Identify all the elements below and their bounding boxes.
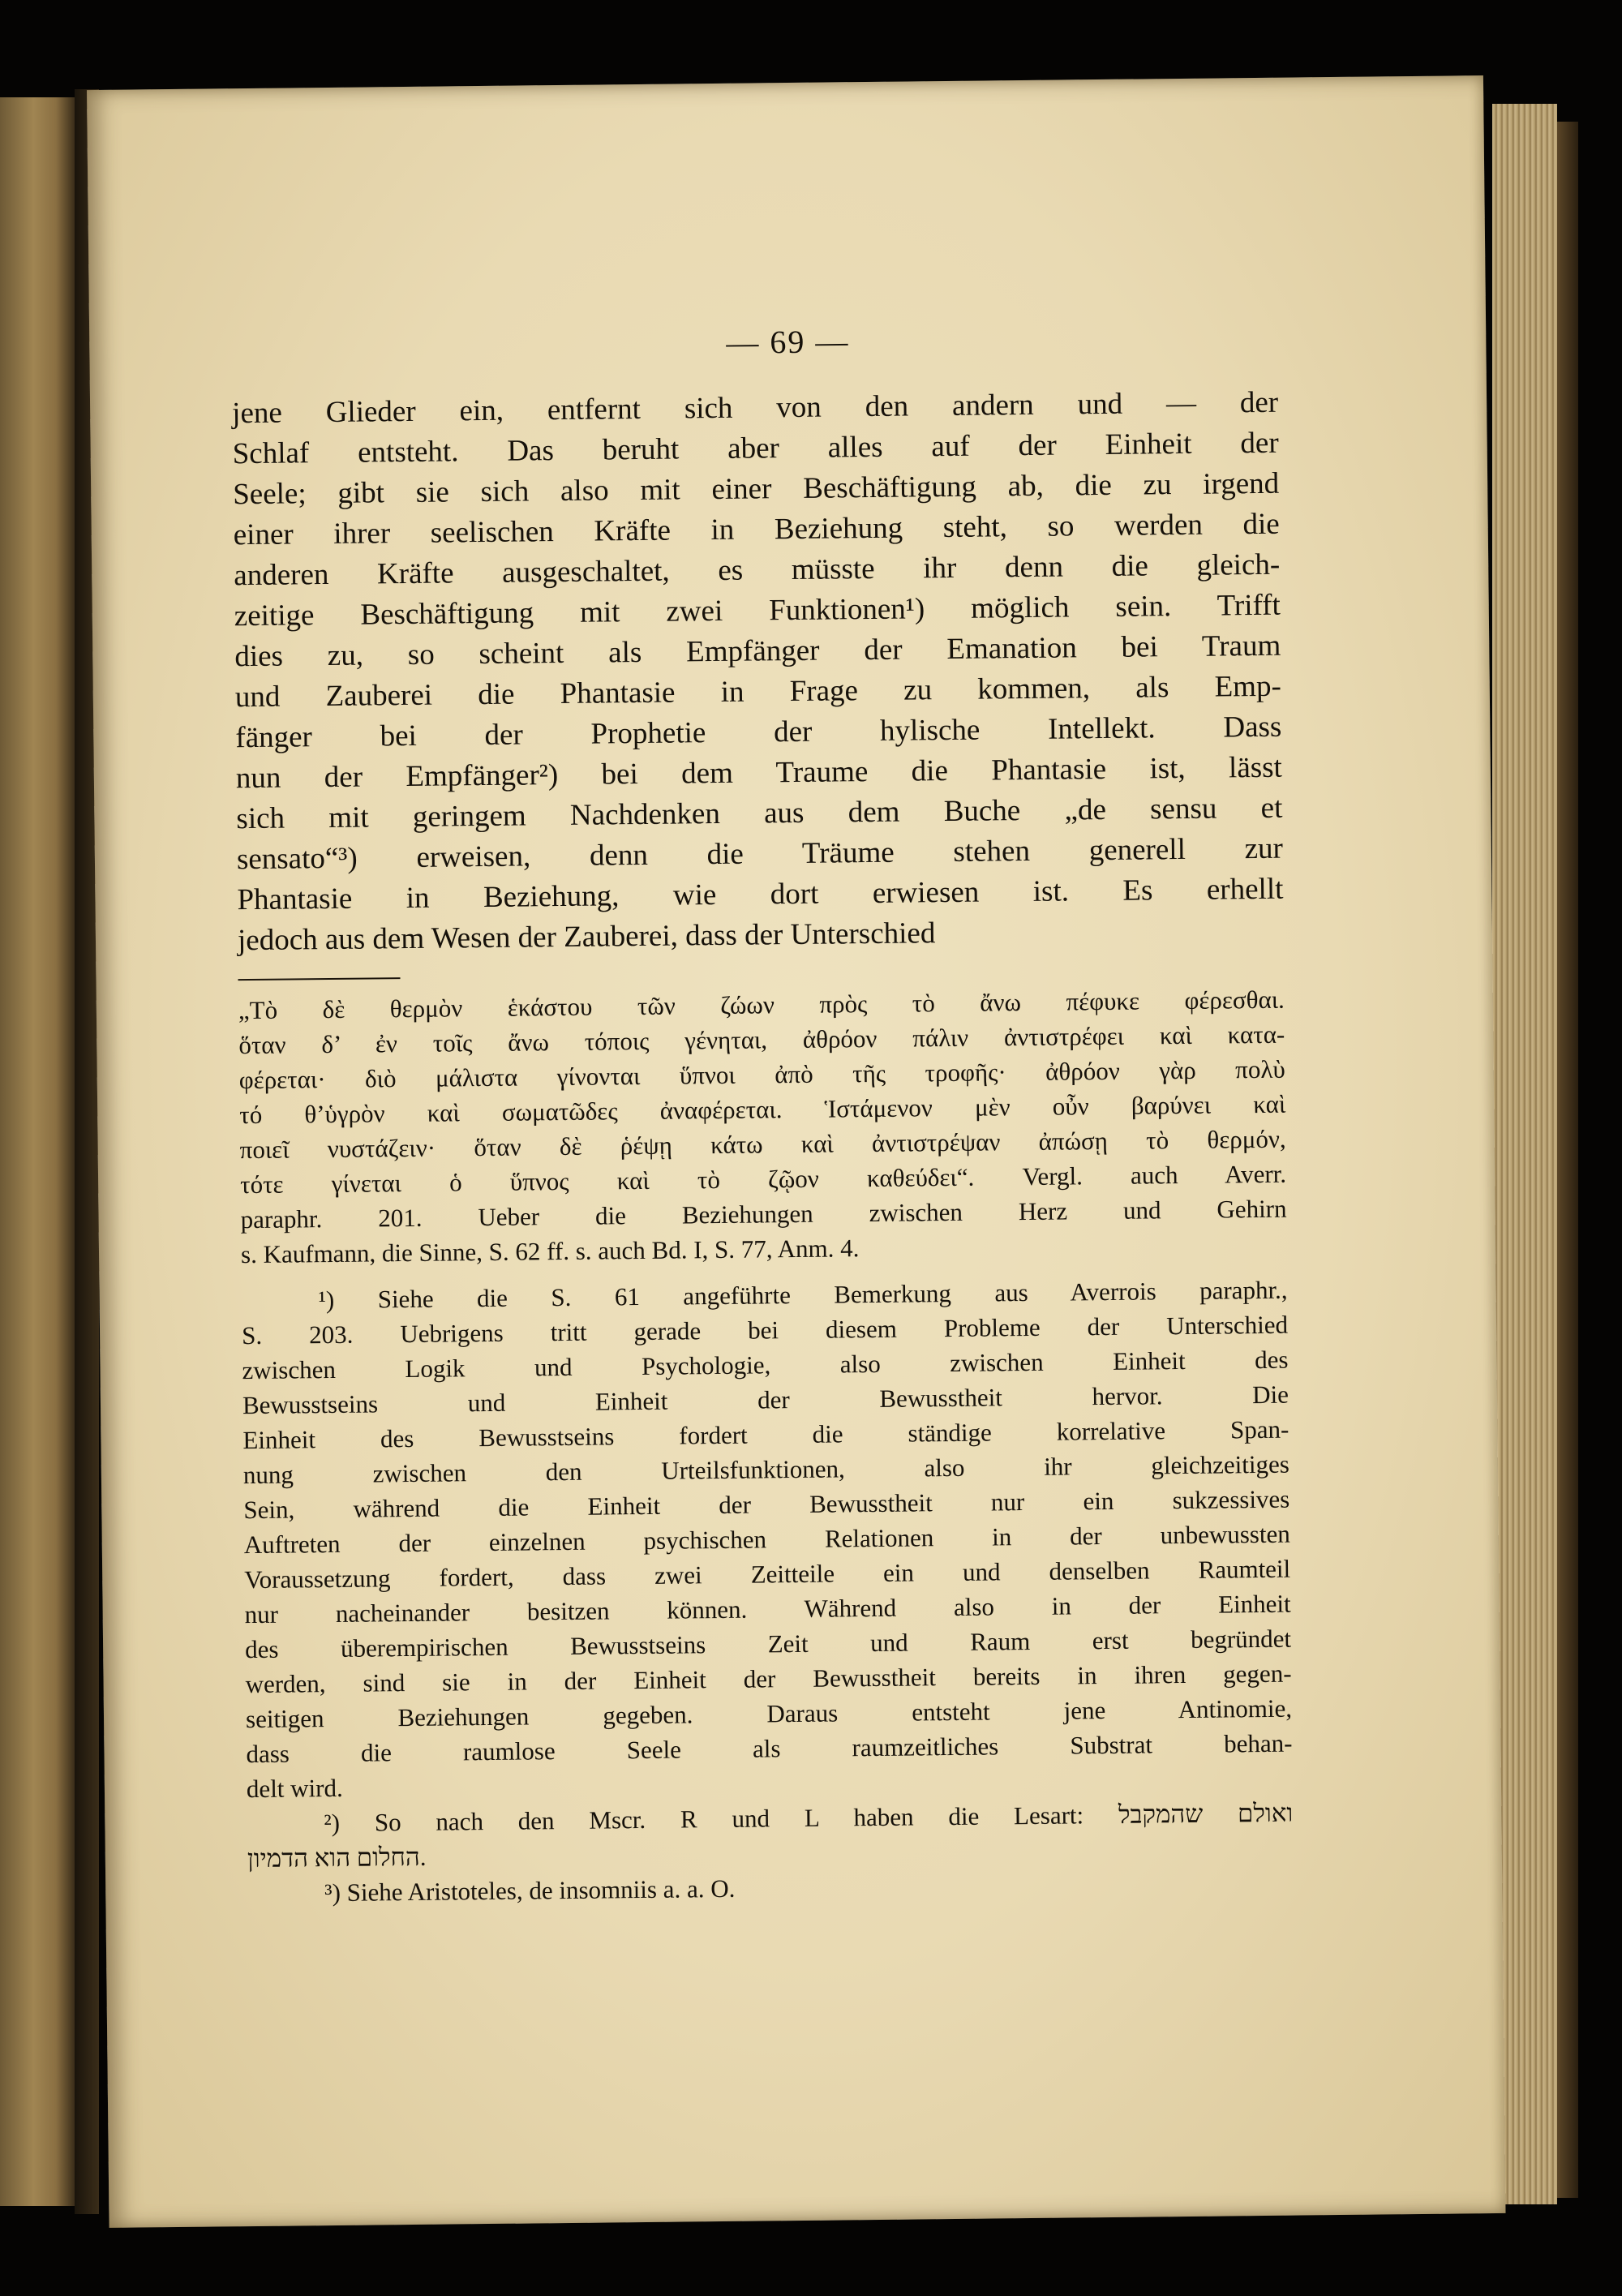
footnote-1-line: Bewusstseins und Einheit der Bewusstheit hervor. Die [242, 1380, 1289, 1420]
text-line: Seele; gibt sie sich also mit einer Beschäftigung ab, die zu irgend [233, 466, 1280, 512]
footnote-1-line: nung zwischen den Urteilsfunktionen, also ihr gleichzeitiges [242, 1449, 1290, 1490]
footnote-1-line: ¹) Siehe die S. 61 angeführte Bemerkung aus Averrois paraphr., [318, 1275, 1288, 1315]
greek-quote-line: φέρεται· διὸ μάλιστα γίνονται ὕπνοι ἀπὸ τῆς τροφῆς· ἀθρόον γὰρ πολὺ [238, 1054, 1285, 1095]
book-cover-edge [1557, 122, 1578, 2198]
footnote-1-line: werden, sind sie in der Einheit der Bewusstheit bereits in ihren gegen- [245, 1659, 1292, 1699]
text-line: einer ihrer seelischen Kräfte in Beziehung steht, so werden die [233, 507, 1280, 552]
text-line: Schlaf entsteht. Das beruht aber alles auf der Einheit der [232, 426, 1279, 471]
footnote-1-line: Einheit des Bewusstseins fordert die ständige korrelative Span- [242, 1414, 1289, 1455]
footnote-1-line: S. 203. Uebrigens tritt gerade bei diesem Probleme der Unterschied [241, 1310, 1289, 1350]
text-line: jedoch aus dem Wesen der Zauberei, dass der Unterschied [237, 916, 936, 958]
text-line: sich mit geringem Nachdenken aus dem Buche „de sensu et [236, 791, 1283, 836]
footnote-1-line: Auftreten der einzelnen psychischen Relationen in der unbewussten [243, 1519, 1290, 1560]
greek-quote-line: τό θ’ὑγρὸν καὶ σωματῶδες ἀναφέρεται. Ἱστάμενον μὲν οὖν βαρύνει καὶ [239, 1089, 1286, 1130]
footnote-1-line: nur nacheinander besitzen können. Während also in der Einheit [244, 1589, 1291, 1629]
main-text-block [232, 383, 1284, 961]
text-line: fänger bei der Prophetie der hylische Intellekt. Dass [235, 710, 1282, 755]
footnote-1-line: Sein, während die Einheit der Bewusstheit nur ein sukzessives [243, 1484, 1290, 1525]
footnote-1-line: Voraussetzung fordert, dass zwei Zeitteile ein und denselben Raumteil [244, 1554, 1291, 1594]
footnote-1-line: zwischen Logik und Psychologie, also zwischen Einheit des [242, 1345, 1289, 1385]
text-line: nun der Empfänger²) bei dem Traume die Phantasie ist, lässt [235, 750, 1283, 796]
text-line: zeitige Beschäftigung mit zwei Funktionen¹) möglich sein. Trifft [234, 588, 1281, 633]
footnote-1-line: des überempirischen Bewusstseins Zeit und Raum erst begründet [244, 1624, 1292, 1664]
page-number: — 69 — [726, 323, 850, 361]
footnote-2-line: ²) So nach den Mscr. R und L haben die Lesart: ואולם שהמקבל [324, 1798, 1294, 1838]
greek-quote-line: „Τὸ δὲ θερμὸν ἑκάστου τῶν ζώων πρὸς τὸ ἄνω πέφυκε φέρεσθαι. [238, 985, 1285, 1025]
footnote-line: τότε γίνεται ὁ ὕπνος καὶ τὸ ζῷον καθεύδει“. Vergl. auch Averr. [239, 1159, 1287, 1199]
footnote-separator [238, 977, 400, 981]
footnote-line: paraphr. 201. Ueber die Beziehungen zwischen Herz und Gehirn [240, 1194, 1287, 1234]
footnote-2-hebrew-line: החלום הוא הדמיון. [247, 1842, 427, 1873]
greek-quote-line: ποιεῖ νυστάζειν· ὅταν δὲ ῥέψῃ κάτω καὶ ἀντιστρέψαν ἀπώσῃ τὸ θερμόν, [239, 1124, 1286, 1165]
footnote-1-line: seitigen Beziehungen gegeben. Daraus entsteht jene Antinomie, [245, 1693, 1293, 1734]
greek-quote-line: ὅταν δ’ ἐν τοῖς ἄνω τόποις γένηται, ἀθρόον πάλιν ἀντιστρέφει καὶ κατα- [238, 1019, 1285, 1060]
book-page [87, 75, 1506, 2228]
text-line: dies zu, so scheint als Empfänger der Emanation bei Traum [234, 629, 1281, 674]
footnote-1-line: dass die raumlose Seele als raumzeitliches Substrat behan- [246, 1728, 1293, 1769]
footnotes-block [238, 982, 1294, 1911]
footnote-1-line: delt wird. [246, 1773, 343, 1804]
text-line: sensato“³) erweisen, denn die Träume stehen generell zur [236, 831, 1284, 877]
text-line: Phantasie in Beziehung, wie dort erwiesen ist. Es erhellt [237, 872, 1284, 917]
left-facing-page-edge [0, 97, 75, 2206]
footnote-line: s. Kaufmann, die Sinne, S. 62 ff. s. auch Bd. I, S. 77, Anm. 4. [240, 1234, 860, 1269]
footnote-3-line: ³) Siehe Aristoteles, de insomniis a. a. O. [324, 1873, 736, 1908]
text-line: anderen Kräfte ausgeschaltet, es müsste ihr denn die gleich- [234, 547, 1281, 593]
text-line: und Zauberei die Phantasie in Frage zu kommen, als Emp- [234, 669, 1281, 715]
text-line: jene Glieder ein, entfernt sich von den andern und — der [231, 385, 1279, 431]
